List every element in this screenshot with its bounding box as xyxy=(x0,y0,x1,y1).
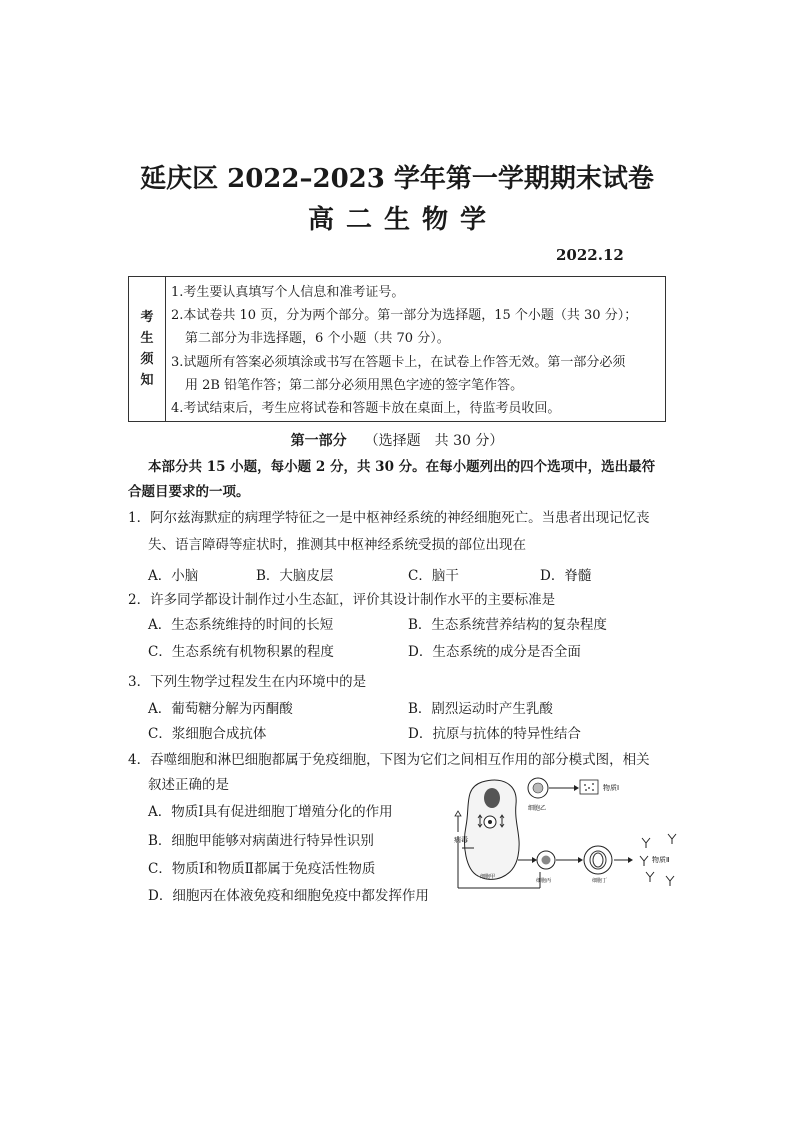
part-one-heading xyxy=(0,430,794,450)
substance-1-box xyxy=(580,780,598,794)
cell-ding-shape xyxy=(584,846,612,874)
cell-ding-label: 细胞丁 xyxy=(592,878,608,884)
notice-line: 第二部分为非选择题，6 个小题（共 70 分）。 xyxy=(185,331,450,347)
q3-option-d: D．抗原与抗体的特异性结合 xyxy=(408,726,581,742)
question-4-stem: 4．吞噬细胞和淋巴细胞都属于免疫细胞，下图为它们之间相互作用的部分模式图，相关 xyxy=(128,752,650,768)
q2-option-d: D．生态系统的成分是否全面 xyxy=(408,644,581,660)
notice-line: 1.考生要认真填写个人信息和准考证号。 xyxy=(171,285,405,300)
part-one-instruction: 本部分共 15 小题，每小题 2 分，共 30 分。在每小题列出的四个选项中，选出最符 xyxy=(148,459,656,475)
q1-option-c: C．脑干 xyxy=(408,568,459,584)
exam-subject: 高二生物学 xyxy=(307,205,498,235)
question-1-stem: 1．阿尔兹海默症的病理学特征之一是中枢神经系统的神经细胞死亡。当患者出现记忆丧 xyxy=(128,510,650,526)
question-1-stem-cont: 失、语言障碍等症状时，推测其中枢神经系统受损的部位出现在 xyxy=(148,537,526,553)
notice-body xyxy=(171,281,663,420)
q4-option-d: D．细胞丙在体液免疫和细胞免疫中都发挥作用 xyxy=(148,888,429,904)
q3-option-c: C．浆细胞合成抗体 xyxy=(148,726,267,742)
q2-option-c: C．生态系统有机物积累的程度 xyxy=(148,644,334,660)
q2-option-a: A．生态系统维持的时间的长短 xyxy=(148,617,334,633)
notice-heading xyxy=(129,277,166,421)
substance-2-label: 物质Ⅱ xyxy=(652,856,670,864)
q4-option-b: B．细胞甲能够对病菌进行特异性识别 xyxy=(148,833,374,849)
q3-option-b: B．剧烈运动时产生乳酸 xyxy=(408,701,553,717)
notice-heading-char: 须 xyxy=(140,352,154,367)
q1-option-d: D．脊髓 xyxy=(540,568,592,584)
q4-option-c: C．物质Ⅰ和物质Ⅱ都属于免疫活性物质 xyxy=(148,861,376,877)
cell-bing-label: 细胞丙 xyxy=(536,878,552,884)
question-3-stem: 3．下列生物学过程发生在内环境中的是 xyxy=(128,674,367,690)
q4-option-a: A．物质Ⅰ具有促进细胞丁增殖分化的作用 xyxy=(148,804,393,820)
cell-yi-label: 细胞乙 xyxy=(528,805,547,812)
q2-option-b: B．生态系统营养结构的复杂程度 xyxy=(408,617,607,633)
substance-1-label: 物质Ⅰ xyxy=(603,784,620,792)
cell-jia-label: 细胞甲 xyxy=(480,874,496,880)
part-one-instruction-cont: 合题目要求的一项。 xyxy=(128,484,250,500)
notice-line: 用 2B 铅笔作答；第二部分必须用黑色字迹的签字笔作答。 xyxy=(185,377,524,393)
notice-heading-char: 知 xyxy=(140,373,154,388)
question-2-stem: 2．许多同学都设计制作过小生态缸，评价其设计制作水平的主要标准是 xyxy=(128,592,556,608)
notice-line: 4.考试结束后，考生应将试卷和答题卡放在桌面上，待监考员收回。 xyxy=(171,401,561,417)
question-4-stem-cont: 叙述正确的是 xyxy=(148,777,229,793)
part-one-title: 第一部分 xyxy=(290,433,347,449)
q1-option-a: A．小脑 xyxy=(148,568,199,584)
immune-interaction-diagram xyxy=(452,776,682,900)
notice-line: 3.试题所有答案必须填涂或书写在答题卡上，在试卷上作答无效。第一部分必须 xyxy=(171,354,626,370)
q3-option-a: A．葡萄糖分解为丙酮酸 xyxy=(148,701,293,717)
notice-line: 2.本试卷共 10 页，分为两个部分。第一部分为选择题，15 个小题（共 30 分）； xyxy=(171,308,638,324)
notice-heading-char: 考 xyxy=(140,310,154,325)
candidate-notice-box xyxy=(128,276,666,422)
cell-jia-nucleus xyxy=(484,788,500,808)
notice-heading-char: 生 xyxy=(140,331,154,346)
q1-option-b: B．大脑皮层 xyxy=(256,568,334,584)
exam-date: 2022.12 xyxy=(556,246,624,264)
virus-label: 病毒 xyxy=(454,836,468,844)
exam-title: 延庆区 2022–2023 学年第一学期期末试卷 xyxy=(140,164,654,194)
part-one-note: （选择题 共 30 分） xyxy=(364,433,504,449)
